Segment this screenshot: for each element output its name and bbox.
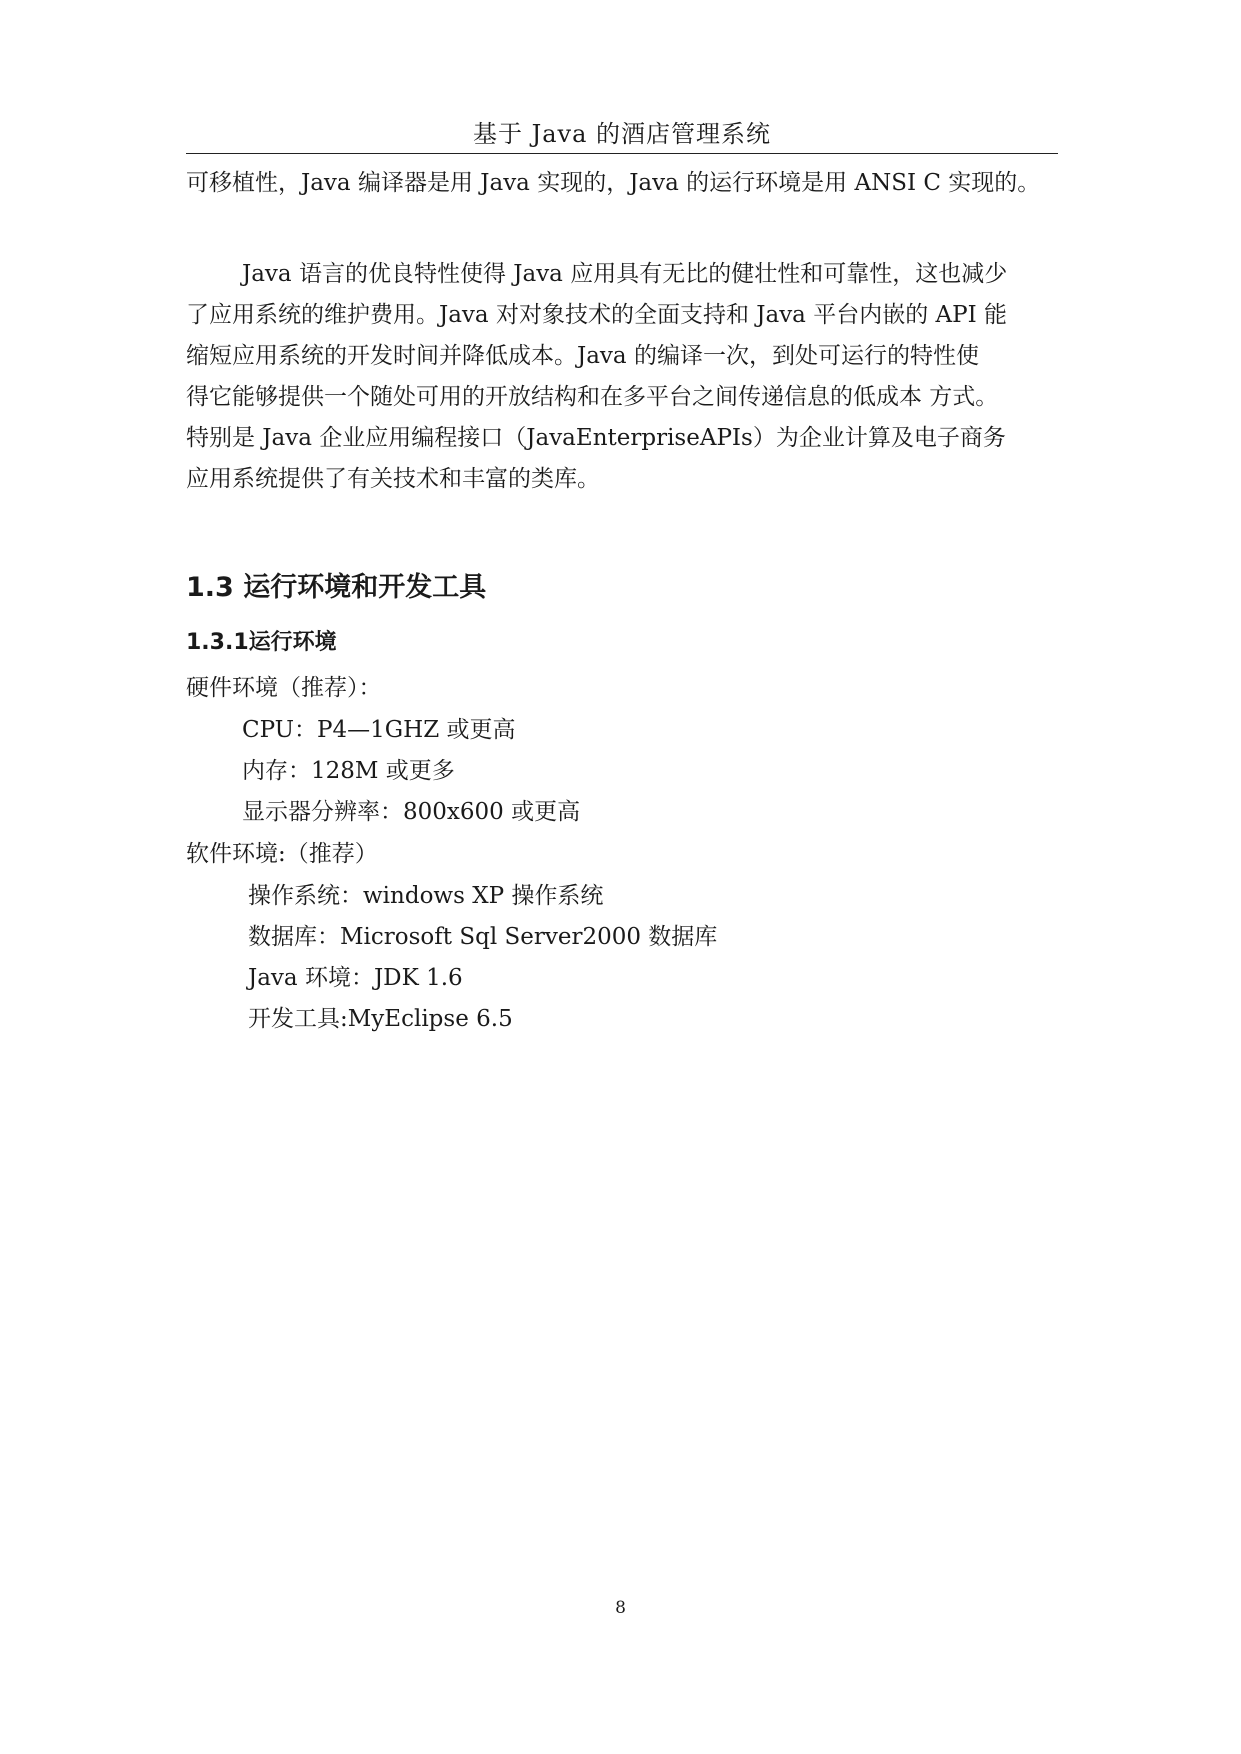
paragraph-line: Java 语言的优良特性使得 Java 应用具有无比的健壮性和可靠性，这也减少 [242, 261, 1008, 287]
software-item-os: 操作系统：windows XP 操作系统 [248, 883, 604, 909]
hardware-item-memory: 内存：128M 或更多 [242, 758, 455, 784]
software-item-java: Java 环境：JDK 1.6 [248, 965, 463, 991]
paragraph-line: 应用系统提供了有关技术和丰富的类库。 [186, 466, 600, 492]
software-item-database: 数据库：Microsoft Sql Server2000 数据库 [248, 924, 718, 950]
intro-line: 可移植性，Java 编译器是用 Java 实现的，Java 的运行环境是用 ANSI C 实现的。 [186, 170, 1041, 196]
paragraph-line: 得它能够提供一个随处可用的开放结构和在多平台之间传递信息的低成本 方式。 [186, 384, 999, 410]
hardware-item-cpu: CPU：P4—1GHZ 或更高 [242, 717, 516, 743]
hardware-label: 硬件环境（推荐）： [186, 675, 382, 701]
header-divider [186, 153, 1058, 154]
hardware-item-display: 显示器分辨率：800x600 或更高 [242, 799, 581, 825]
page-number: 8 [615, 1598, 626, 1618]
paragraph-line: 特别是 Java 企业应用编程接口（JavaEnterpriseAPIs）为企业计算及电子商务 [186, 425, 1006, 451]
software-label: 软件环境:（推荐） [186, 841, 378, 867]
running-header-title: 基于 Java 的酒店管理系统 [472, 120, 772, 148]
paragraph-line: 缩短应用系统的开发时间并降低成本。Java 的编译一次，到处可运行的特性使 [186, 343, 979, 369]
subsection-heading: 1.3.1运行环境 [186, 630, 337, 655]
section-heading: 1.3 运行环境和开发工具 [186, 572, 487, 603]
paragraph-line: 了应用系统的维护费用。Java 对对象技术的全面支持和 Java 平台内嵌的 API 能 [186, 302, 1008, 328]
software-item-ide: 开发工具:MyEclipse 6.5 [248, 1006, 513, 1032]
